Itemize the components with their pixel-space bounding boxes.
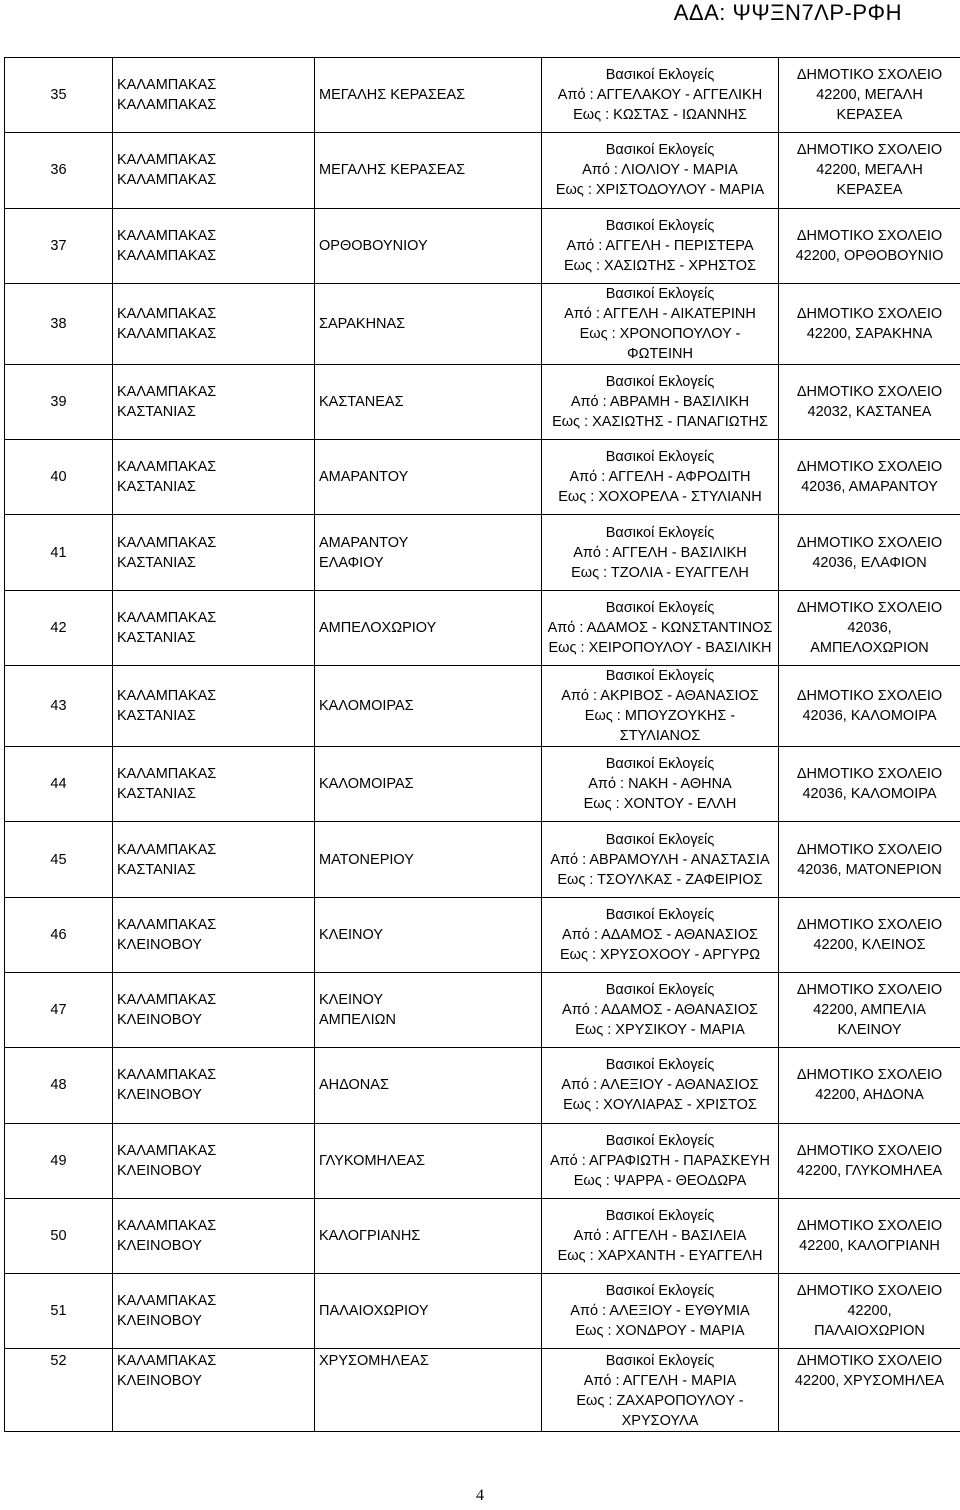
municipality-cell-line: ΚΑΛΑΜΠΑΚΑΣ — [117, 227, 217, 244]
municipality-cell-line: ΚΑΣΤΑΝΙΑΣ — [117, 554, 196, 571]
voter-range-cell-line: Από : ΑΓΓΕΛΗ - ΜΑΡΙΑ — [583, 1373, 737, 1390]
polling-location-cell-line: 42200, ΑΗΔΟΝΑ — [815, 1087, 924, 1104]
voter-range-cell-line: Εως : ΧΕΙΡΟΠΟΥΛΟΥ - ΒΑΣΙΛΙΚΗ — [548, 639, 772, 656]
municipality-cell — [113, 515, 315, 590]
voter-range-cell-line: Από : ΑΛΕΞΙΟΥ - ΕΥΘΥΜΙΑ — [570, 1303, 750, 1320]
community-cell — [315, 515, 542, 590]
municipality-cell — [113, 897, 315, 972]
polling-location-cell-line: ΚΛΕΙΝΟΥ — [837, 1022, 902, 1039]
voter-range-cell — [542, 1349, 779, 1432]
municipality-cell — [113, 822, 315, 897]
table-row — [5, 972, 960, 1047]
community-cell — [315, 58, 542, 133]
community-cell-line: ΜΕΓΑΛΗΣ ΚΕΡΑΣΕΑΣ — [319, 87, 466, 104]
polling-location-cell-line: ΔΗΜΟΤΙΚΟ ΣΧΟΛΕΙΟ — [796, 841, 943, 858]
polling-location-cell-line: 42036, ΜΑΤΟΝΕΡΙΟΝ — [797, 861, 942, 878]
municipality-cell-line: ΚΑΣΤΑΝΙΑΣ — [117, 479, 196, 496]
municipality-cell-line: ΚΑΛΑΜΠΑΚΑΣ — [117, 384, 217, 401]
municipality-cell — [113, 1123, 315, 1198]
polling-location-cell-line: 42200, — [847, 1303, 892, 1320]
municipality-cell — [113, 666, 315, 747]
municipality-cell-line: ΚΑΛΑΜΠΑΚΑΣ — [117, 1218, 217, 1234]
table-row — [5, 897, 960, 972]
community-cell — [315, 822, 542, 897]
community-cell — [315, 208, 542, 283]
voter-range-cell-line: Εως : ΚΩΣΤΑΣ - ΙΩΑΝΝΗΣ — [573, 107, 747, 124]
voter-range-cell — [542, 1198, 779, 1273]
municipality-cell-line: ΚΑΣΤΑΝΙΑΣ — [117, 708, 196, 725]
community-cell — [315, 590, 542, 665]
municipality-cell-line: ΚΑΛΑΜΠΑΚΑΣ — [117, 841, 217, 858]
voter-range-cell-line: Βασικοί Εκλογείς — [605, 831, 715, 848]
station-number: 41 — [5, 515, 113, 590]
voter-range-cell-line: Βασικοί Εκλογείς — [605, 599, 715, 616]
municipality-cell-line: ΚΑΛΑΜΠΑΚΑΣ — [117, 916, 217, 933]
table-row — [5, 1349, 960, 1432]
community-cell — [315, 1048, 542, 1123]
municipality-cell-line: ΚΑΛΑΜΠΑΚΑΣ — [117, 247, 217, 264]
voter-range-cell-line: Βασικοί Εκλογείς — [605, 374, 715, 391]
table-row — [5, 590, 960, 665]
voter-range-cell — [542, 440, 779, 515]
table-row — [5, 283, 960, 364]
polling-location-cell-line: ΔΗΜΟΤΙΚΟ ΣΧΟΛΕΙΟ — [796, 916, 943, 933]
station-number: 35 — [5, 58, 113, 133]
voter-range-cell — [542, 747, 779, 822]
polling-location-cell — [779, 133, 960, 208]
table-row — [5, 1123, 960, 1198]
municipality-cell-line: ΚΑΛΑΜΠΑΚΑΣ — [117, 1142, 217, 1159]
polling-location-cell-line: 42200, ΜΕΓΑΛΗ — [816, 87, 923, 104]
station-number: 38 — [5, 283, 113, 364]
municipality-cell — [113, 1274, 315, 1349]
municipality-cell-line: ΚΛΕΙΝΟΒΟΥ — [117, 1012, 202, 1029]
polling-location-cell — [779, 283, 960, 364]
municipality-cell-line: ΚΛΕΙΝΟΒΟΥ — [117, 1087, 202, 1104]
station-number: 49 — [5, 1123, 113, 1198]
voter-range-cell-line: Εως : ΜΠΟΥΖΟΥΚΗΣ - ΣΤΥΛΙΑΝΟΣ — [584, 708, 736, 745]
table-row — [5, 133, 960, 208]
community-cell — [315, 1198, 542, 1273]
voter-range-cell-line: Εως : ΧΑΣΙΩΤΗΣ - ΠΑΝΑΓΙΩΤΗΣ — [552, 414, 768, 431]
polling-location-cell — [779, 515, 960, 590]
station-number: 52 — [5, 1349, 113, 1432]
municipality-cell — [113, 590, 315, 665]
community-cell-line: ΓΛΥΚΟΜΗΛΕΑΣ — [319, 1152, 425, 1169]
voter-range-cell — [542, 590, 779, 665]
municipality-cell-line: ΚΛΕΙΝΟΒΟΥ — [117, 1162, 202, 1179]
polling-location-cell — [779, 1048, 960, 1123]
voter-range-cell-line: Από : ΑΓΡΑΦΙΩΤΗ - ΠΑΡΑΣΚΕΥΗ — [549, 1152, 771, 1169]
polling-location-cell-line: ΔΗΜΟΤΙΚΟ ΣΧΟΛΕΙΟ — [796, 67, 943, 84]
table-row — [5, 822, 960, 897]
voter-range-cell — [542, 208, 779, 283]
voter-range-cell-line: Από : ΑΓΓΕΛΗ - ΒΑΣΙΛΕΙΑ — [573, 1228, 747, 1244]
voter-range-cell-line: ΧΡΥΣΟΥΛΑ — [621, 1413, 699, 1430]
voter-range-cell-line: Βασικοί Εκλογείς — [605, 524, 715, 541]
municipality-cell-line: ΚΑΣΤΑΝΙΑΣ — [117, 786, 196, 803]
municipality-cell-line: ΚΛΕΙΝΟΒΟΥ — [117, 1313, 202, 1330]
table-row — [5, 1274, 960, 1349]
community-cell-line: ΟΡΘΟΒΟΥΝΙΟΥ — [319, 237, 428, 254]
polling-location-cell-line: ΔΗΜΟΤΙΚΟ ΣΧΟΛΕΙΟ — [796, 142, 943, 159]
voter-range-cell-line: Εως : ΧΡΥΣΙΚΟΥ - ΜΑΡΙΑ — [575, 1022, 745, 1039]
community-cell-line: ΕΛΑΦΙΟΥ — [319, 554, 384, 571]
municipality-cell-line: ΚΛΕΙΝΟΒΟΥ — [117, 936, 202, 953]
community-cell — [315, 283, 542, 364]
municipality-cell — [113, 972, 315, 1047]
polling-location-cell-line: 42036, ΕΛΑΦΙΟΝ — [812, 554, 927, 571]
station-number: 50 — [5, 1198, 113, 1273]
polling-location-cell-line: 42200, ΚΑΛΟΓΡΙΑΝΗ — [799, 1238, 940, 1254]
polling-location-cell — [779, 1349, 960, 1432]
table-row — [5, 440, 960, 515]
municipality-cell — [113, 1048, 315, 1123]
station-number: 45 — [5, 822, 113, 897]
polling-location-cell — [779, 58, 960, 133]
voter-range-cell-line: Εως : ΧΡΟΝΟΠΟΥΛΟΥ - ΦΩΤΕΙΝΗ — [579, 325, 741, 362]
polling-location-cell-line: ΑΜΠΕΛΟΧΩΡΙΟΝ — [810, 639, 929, 656]
polling-location-cell-line: 42032, ΚΑΣΤΑΝΕΑ — [807, 404, 932, 421]
voter-range-cell-line: Από : ΑΔΑΜΟΣ - ΑΘΑΝΑΣΙΟΣ — [562, 926, 758, 943]
voter-range-cell-line: Εως : ΧΑΡΧΑΝΤΗ - ΕΥΑΓΓΕΛΗ — [557, 1248, 763, 1264]
voter-range-cell-line: Από : ΑΓΓΕΛΑΚΟΥ - ΑΓΓΕΛΙΚΗ — [557, 87, 763, 104]
voter-range-cell — [542, 364, 779, 439]
polling-location-cell-line: ΔΗΜΟΤΙΚΟ ΣΧΟΛΕΙΟ — [796, 534, 943, 551]
table-row — [5, 515, 960, 590]
table-body — [5, 58, 960, 1432]
polling-location-cell-line: ΔΗΜΟΤΙΚΟ ΣΧΟΛΕΙΟ — [796, 688, 943, 705]
voter-range-cell-line: Από : ΛΙΟΛΙΟΥ - ΜΑΡΙΑ — [582, 162, 738, 179]
community-cell-line: ΣΑΡΑΚΗΝΑΣ — [319, 315, 406, 332]
voter-range-cell — [542, 972, 779, 1047]
polling-location-cell — [779, 440, 960, 515]
municipality-cell-line: ΚΑΛΑΜΠΑΚΑΣ — [117, 1293, 217, 1310]
voter-range-cell-line: Βασικοί Εκλογείς — [605, 142, 715, 159]
table-row — [5, 1048, 960, 1123]
polling-location-cell-line: 42200, ΧΡΥΣΟΜΗΛΕΑ — [794, 1373, 945, 1390]
polling-location-cell-line: 42200, ΚΛΕΙΝΟΣ — [813, 936, 926, 953]
community-cell — [315, 666, 542, 747]
municipality-cell-line: ΚΑΛΑΜΠΑΚΑΣ — [117, 152, 217, 169]
polling-location-cell — [779, 208, 960, 283]
municipality-cell-line: ΚΑΛΑΜΠΑΚΑΣ — [117, 305, 217, 322]
community-cell — [315, 440, 542, 515]
voter-range-cell-line: Βασικοί Εκλογείς — [605, 906, 715, 923]
polling-location-cell-line: ΔΗΜΟΤΙΚΟ ΣΧΟΛΕΙΟ — [796, 1218, 943, 1234]
voter-range-cell-line: Από : ΑΓΓΕΛΗ - ΑΙΚΑΤΕΡΙΝΗ — [564, 305, 756, 322]
voter-range-cell-line: Εως : ΧΟΝΔΡΟΥ - ΜΑΡΙΑ — [575, 1323, 745, 1340]
polling-location-cell-line: ΔΗΜΟΤΙΚΟ ΣΧΟΛΕΙΟ — [796, 599, 943, 616]
table-row — [5, 58, 960, 133]
municipality-cell-line: ΚΑΛΑΜΠΑΚΑΣ — [117, 97, 217, 114]
polling-location-cell-line: ΔΗΜΟΤΙΚΟ ΣΧΟΛΕΙΟ — [796, 1142, 943, 1159]
polling-location-cell — [779, 897, 960, 972]
table-row — [5, 666, 960, 747]
table-row — [5, 364, 960, 439]
table-row — [5, 1198, 960, 1273]
polling-location-cell — [779, 590, 960, 665]
municipality-cell-line: ΚΑΛΑΜΠΑΚΑΣ — [117, 609, 217, 626]
polling-location-cell-line: ΔΗΜΟΤΙΚΟ ΣΧΟΛΕΙΟ — [796, 384, 943, 401]
station-number: 36 — [5, 133, 113, 208]
community-cell-line: ΑΜΠΕΛΙΩΝ — [319, 1012, 396, 1029]
table-row — [5, 208, 960, 283]
polling-location-cell-line: 42200, ΣΑΡΑΚΗΝΑ — [806, 325, 933, 342]
voter-range-cell-line: Από : ΝΑΚΗ - ΑΘΗΝΑ — [588, 776, 732, 793]
voter-range-cell — [542, 1048, 779, 1123]
community-cell — [315, 747, 542, 822]
voter-range-cell-line: Βασικοί Εκλογείς — [605, 756, 715, 773]
voter-range-cell-line: Εως : ΧΑΣΙΩΤΗΣ - ΧΡΗΣΤΟΣ — [563, 257, 757, 274]
polling-location-cell-line: ΚΕΡΑΣΕΑ — [836, 182, 903, 199]
community-cell — [315, 1123, 542, 1198]
voter-range-cell — [542, 515, 779, 590]
polling-location-cell — [779, 666, 960, 747]
table-row — [5, 747, 960, 822]
station-number: 44 — [5, 747, 113, 822]
voter-range-cell — [542, 1123, 779, 1198]
municipality-cell-line: ΚΑΛΑΜΠΑΚΑΣ — [117, 172, 217, 189]
voter-range-cell — [542, 666, 779, 747]
station-number: 37 — [5, 208, 113, 283]
polling-location-cell-line: ΔΗΜΟΤΙΚΟ ΣΧΟΛΕΙΟ — [796, 982, 943, 999]
voter-range-cell-line: Βασικοί Εκλογείς — [605, 1283, 715, 1300]
voter-range-cell-line: Εως : ΧΟΥΛΙΑΡΑΣ - ΧΡΙΣΤΟΣ — [563, 1097, 757, 1114]
voter-range-cell-line: Εως : ΧΟΧΟΡΕΛΑ - ΣΤΥΛΙΑΝΗ — [558, 489, 762, 506]
voter-range-cell — [542, 133, 779, 208]
municipality-cell — [113, 1198, 315, 1273]
voter-range-cell-line: Από : ΑΚΡΙΒΟΣ - ΑΘΑΝΑΣΙΟΣ — [561, 688, 759, 705]
polling-location-cell-line: 42200, ΜΕΓΑΛΗ — [816, 162, 923, 179]
station-number: 42 — [5, 590, 113, 665]
community-cell-line: ΚΑΛΟΓΡΙΑΝΗΣ — [319, 1228, 421, 1244]
voter-range-cell-line: Βασικοί Εκλογείς — [605, 982, 715, 999]
community-cell-line: ΜΑΤΟΝΕΡΙΟΥ — [319, 851, 414, 868]
municipality-cell — [113, 747, 315, 822]
voter-range-cell-line: Βασικοί Εκλογείς — [605, 1132, 715, 1149]
polling-location-cell-line: 42200, ΟΡΘΟΒΟΥΝΙΟ — [795, 247, 944, 264]
station-number: 39 — [5, 364, 113, 439]
polling-location-cell-line: ΔΗΜΟΤΙΚΟ ΣΧΟΛΕΙΟ — [796, 766, 943, 783]
voter-range-cell-line: Εως : ΧΟΝΤΟΥ - ΕΛΛΗ — [583, 796, 737, 813]
community-cell-line: ΠΑΛΑΙΟΧΩΡΙΟΥ — [319, 1303, 429, 1320]
voter-range-cell-line: Βασικοί Εκλογείς — [605, 67, 715, 84]
community-cell-line: ΚΑΛΟΜΟΙΡΑΣ — [319, 776, 414, 793]
page-number: 4 — [476, 1487, 484, 1504]
polling-location-cell-line: ΚΕΡΑΣΕΑ — [836, 107, 903, 124]
community-cell — [315, 1349, 542, 1432]
community-cell-line: ΑΜΑΡΑΝΤΟΥ — [319, 534, 409, 551]
polling-location-cell-line: ΔΗΜΟΤΙΚΟ ΣΧΟΛΕΙΟ — [796, 459, 943, 476]
station-number: 46 — [5, 897, 113, 972]
community-cell-line: ΚΑΣΤΑΝΕΑΣ — [319, 394, 404, 411]
polling-location-cell-line: ΔΗΜΟΤΙΚΟ ΣΧΟΛΕΙΟ — [796, 1353, 943, 1370]
polling-location-cell-line: ΔΗΜΟΤΙΚΟ ΣΧΟΛΕΙΟ — [796, 1283, 943, 1300]
voter-range-cell — [542, 283, 779, 364]
municipality-cell-line: ΚΑΛΑΜΠΑΚΑΣ — [117, 534, 217, 551]
voter-range-cell-line: Από : ΑΔΑΜΟΣ - ΑΘΑΝΑΣΙΟΣ — [562, 1002, 758, 1019]
municipality-cell-line: ΚΑΣΤΑΝΙΑΣ — [117, 404, 196, 421]
voter-range-cell — [542, 897, 779, 972]
municipality-cell-line: ΚΑΛΑΜΠΑΚΑΣ — [117, 766, 217, 783]
polling-location-cell-line: ΔΗΜΟΤΙΚΟ ΣΧΟΛΕΙΟ — [796, 1067, 943, 1084]
voter-range-cell-line: Εως : ΤΣΟΥΛΚΑΣ - ΖΑΦΕΙΡΙΟΣ — [557, 871, 763, 888]
municipality-cell — [113, 364, 315, 439]
community-cell-line: ΑΜΑΡΑΝΤΟΥ — [319, 469, 409, 486]
polling-location-cell-line: ΔΗΜΟΤΙΚΟ ΣΧΟΛΕΙΟ — [796, 305, 943, 322]
voter-range-cell-line: Βασικοί Εκλογείς — [605, 217, 715, 234]
polling-location-cell-line: 42036, ΑΜΑΡΑΝΤΟΥ — [801, 479, 938, 496]
polling-location-cell — [779, 747, 960, 822]
polling-location-cell-line: 42036, ΚΑΛΟΜΟΙΡΑ — [802, 786, 937, 803]
polling-location-cell — [779, 1198, 960, 1273]
station-number: 47 — [5, 972, 113, 1047]
voter-range-cell-line: Από : ΑΓΓΕΛΗ - ΑΦΡΟΔΙΤΗ — [569, 469, 751, 486]
municipality-cell-line: ΚΛΕΙΝΟΒΟΥ — [117, 1238, 202, 1254]
municipality-cell — [113, 58, 315, 133]
voter-range-cell-line: Εως : ΧΡΥΣΟΧΟΟΥ - ΑΡΓΥΡΩ — [559, 946, 761, 963]
community-cell-line: ΧΡΥΣΟΜΗΛΕΑΣ — [319, 1353, 429, 1370]
municipality-cell-line: ΚΑΛΑΜΠΑΚΑΣ — [117, 459, 217, 476]
ada-header: ΑΔΑ: ΨΨΞΝ7ΛΡ-ΡΦΗ — [673, 0, 902, 25]
municipality-cell — [113, 133, 315, 208]
voter-range-cell-line: Από : ΑΒΡΑΜΗ - ΒΑΣΙΛΙΚΗ — [570, 394, 750, 411]
polling-location-cell-line: 42036, — [847, 619, 892, 636]
polling-location-cell-line: 42036, ΚΑΛΟΜΟΙΡΑ — [802, 708, 937, 725]
polling-location-cell — [779, 822, 960, 897]
station-number: 43 — [5, 666, 113, 747]
community-cell — [315, 972, 542, 1047]
community-cell-line: ΑΗΔΟΝΑΣ — [319, 1077, 389, 1094]
community-cell — [315, 1274, 542, 1349]
community-cell — [315, 364, 542, 439]
municipality-cell — [113, 1349, 315, 1432]
voter-range-cell-line: Βασικοί Εκλογείς — [605, 1353, 715, 1370]
community-cell-line: ΚΛΕΙΝΟΥ — [319, 992, 384, 1009]
municipality-cell-line: ΚΑΣΤΑΝΙΑΣ — [117, 861, 196, 878]
voter-range-cell — [542, 1274, 779, 1349]
community-cell-line: ΜΕΓΑΛΗΣ ΚΕΡΑΣΕΑΣ — [319, 162, 466, 179]
polling-location-cell-line: 42200, ΓΛΥΚΟΜΗΛΕΑ — [796, 1162, 943, 1179]
municipality-cell-line: ΚΑΣΤΑΝΙΑΣ — [117, 629, 196, 646]
community-cell — [315, 897, 542, 972]
voter-range-cell-line: Βασικοί Εκλογείς — [605, 668, 715, 685]
municipality-cell-line: ΚΛΕΙΝΟΒΟΥ — [117, 1373, 202, 1390]
community-cell-line: ΑΜΠΕΛΟΧΩΡΙΟΥ — [319, 619, 437, 636]
municipality-cell — [113, 208, 315, 283]
voter-range-cell-line: Βασικοί Εκλογείς — [605, 1057, 715, 1074]
polling-location-cell-line: ΠΑΛΑΙΟΧΩΡΙΟΝ — [814, 1323, 925, 1340]
voter-range-cell-line: Από : ΑΓΓΕΛΗ - ΠΕΡΙΣΤΕΡΑ — [566, 237, 754, 254]
polling-location-cell — [779, 364, 960, 439]
municipality-cell-line: ΚΑΛΑΜΠΑΚΑΣ — [117, 992, 217, 1009]
voter-range-cell-line: Βασικοί Εκλογείς — [605, 285, 715, 302]
station-number: 48 — [5, 1048, 113, 1123]
voter-range-cell — [542, 58, 779, 133]
municipality-cell-line: ΚΑΛΑΜΠΑΚΑΣ — [117, 77, 217, 94]
voter-range-cell-line: Από : ΑΒΡΑΜΟΥΛΗ - ΑΝΑΣΤΑΣΙΑ — [550, 851, 770, 868]
voter-range-cell — [542, 822, 779, 897]
voter-range-cell-line: Από : ΑΛΕΞΙΟΥ - ΑΘΑΝΑΣΙΟΣ — [561, 1077, 759, 1094]
polling-location-cell-line: ΔΗΜΟΤΙΚΟ ΣΧΟΛΕΙΟ — [796, 227, 943, 244]
voter-range-cell-line: Βασικοί Εκλογείς — [605, 1208, 715, 1224]
community-cell-line: ΚΑΛΟΜΟΙΡΑΣ — [319, 698, 414, 715]
municipality-cell — [113, 283, 315, 364]
municipality-cell-line: ΚΑΛΑΜΠΑΚΑΣ — [117, 1067, 217, 1084]
municipality-cell-line: ΚΑΛΑΜΠΑΚΑΣ — [117, 688, 217, 705]
station-number: 40 — [5, 440, 113, 515]
municipality-cell-line: ΚΑΛΑΜΠΑΚΑΣ — [117, 1353, 217, 1370]
polling-location-cell — [779, 1123, 960, 1198]
voter-range-cell-line: Βασικοί Εκλογείς — [605, 449, 715, 466]
polling-location-cell-line: 42200, ΑΜΠΕΛΙΑ — [813, 1002, 926, 1019]
voter-range-cell-line: Εως : ΨΑΡΡΑ - ΘΕΟΔΩΡΑ — [573, 1172, 747, 1189]
polling-stations-table — [4, 57, 960, 1432]
community-cell — [315, 133, 542, 208]
voter-range-cell-line: Εως : ΧΡΙΣΤΟΔΟΥΛΟΥ - ΜΑΡΙΑ — [555, 182, 765, 199]
station-number: 51 — [5, 1274, 113, 1349]
polling-location-cell — [779, 972, 960, 1047]
polling-location-cell — [779, 1274, 960, 1349]
municipality-cell — [113, 440, 315, 515]
voter-range-cell-line: Από : ΑΓΓΕΛΗ - ΒΑΣΙΛΙΚΗ — [573, 544, 747, 561]
municipality-cell-line: ΚΑΛΑΜΠΑΚΑΣ — [117, 325, 217, 342]
voter-range-cell-line: Εως : ΤΖΟΛΙΑ - ΕΥΑΓΓΕΛΗ — [571, 564, 749, 581]
voter-range-cell-line: Εως : ΖΑΧΑΡΟΠΟΥΛΟΥ - — [576, 1393, 744, 1410]
community-cell-line: ΚΛΕΙΝΟΥ — [319, 926, 384, 943]
voter-range-cell-line: Από : ΑΔΑΜΟΣ - ΚΩΝΣΤΑΝΤΙΝΟΣ — [547, 619, 773, 636]
